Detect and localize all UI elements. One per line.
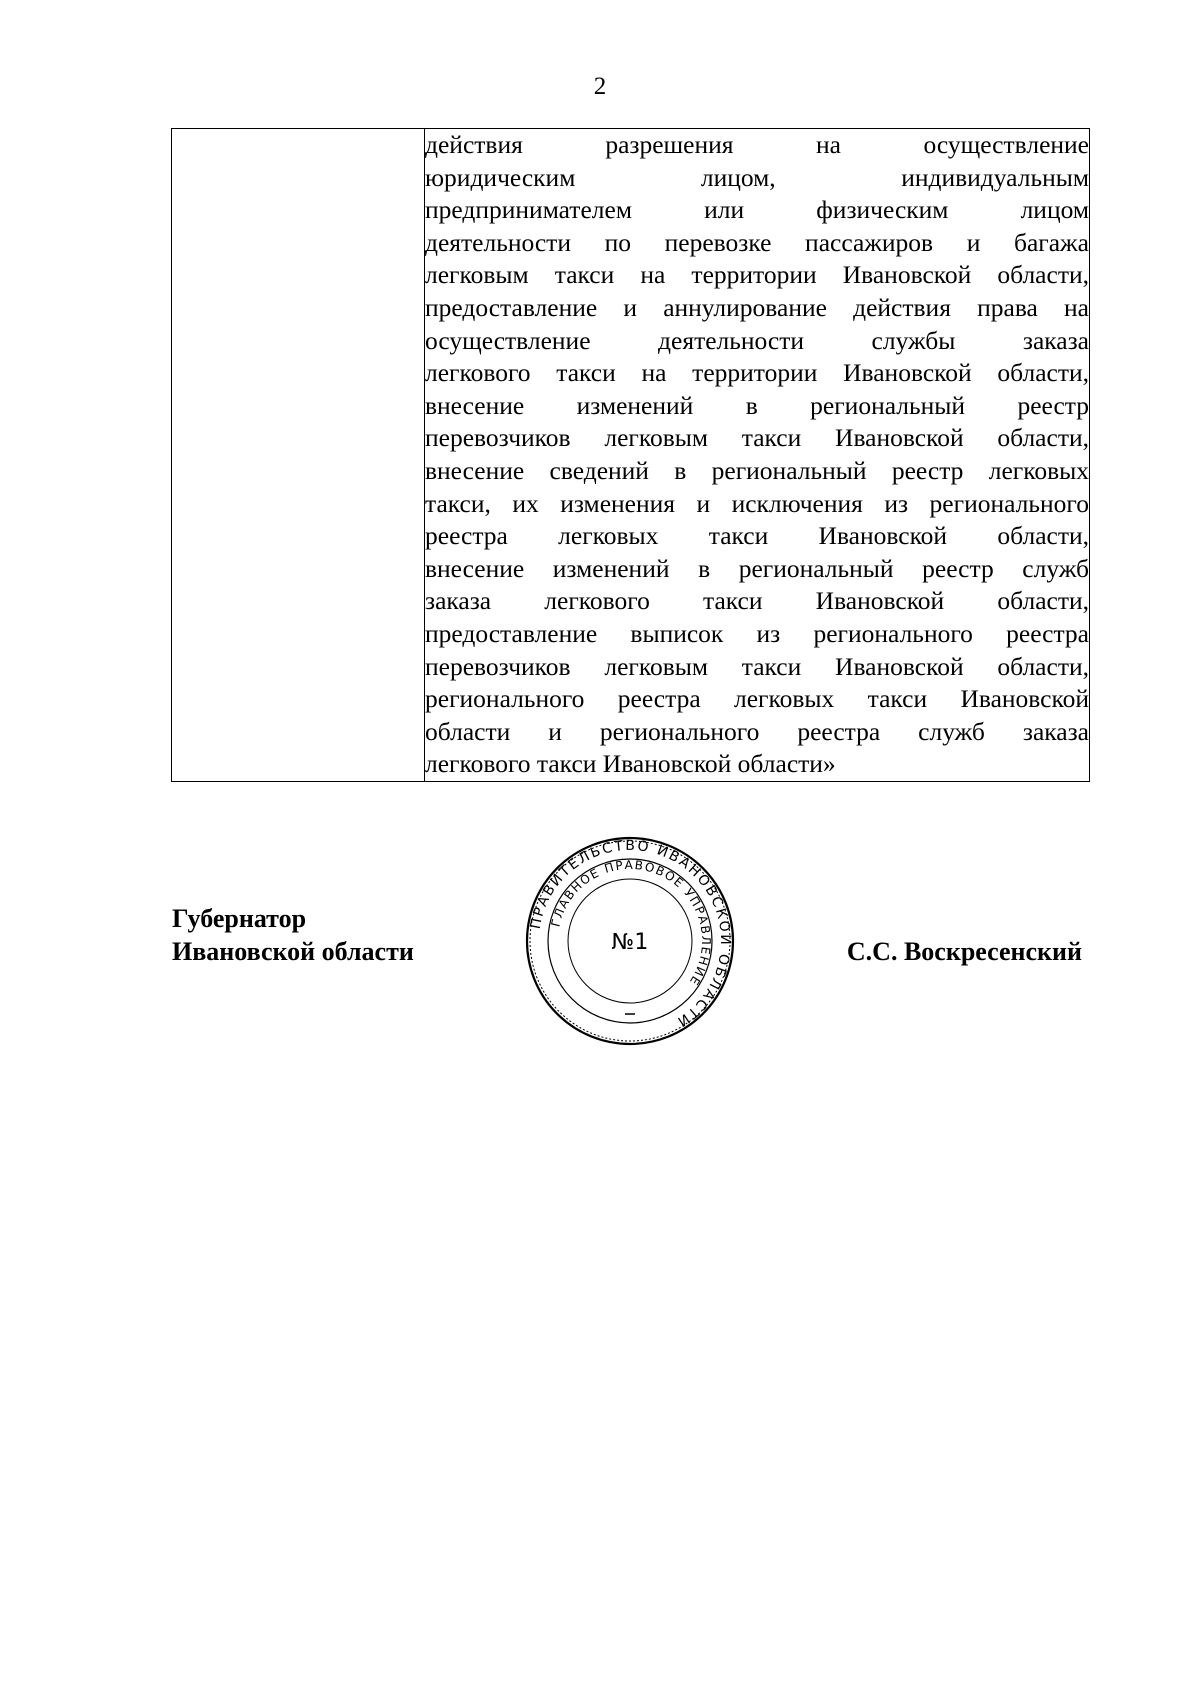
page-number: 2 xyxy=(593,73,607,100)
text-line: осуществление деятельности службы заказа xyxy=(425,325,1089,355)
signatory-title-line: Губернатор xyxy=(172,904,307,933)
text-line: легкового такси Ивановской области» xyxy=(425,749,836,779)
text-line: внесение изменений в региональный реестр xyxy=(425,390,1089,420)
seal-inner-text: ГЛАВНОЕ ПРАВОВОЕ УПРАВЛЕНИЕ xyxy=(548,857,714,989)
text-line: перевозчиков легковым такси Ивановской области, xyxy=(425,651,1089,681)
text-line: реестра легковых такси Ивановской области, xyxy=(425,521,1089,551)
text-line: легкового такси на территории Ивановской области, xyxy=(425,358,1089,388)
table-row xyxy=(172,129,1090,782)
seal-center-text: №1 xyxy=(611,930,649,955)
text-line: внесение изменений в региональный реестр служб xyxy=(425,553,1089,583)
text-line: такси, их изменения и исключения из регионального xyxy=(425,488,1089,518)
official-seal xyxy=(525,836,735,1046)
seal-outer-text: ПРАВИТЕЛЬСТВО ИВАНОВСКОЙ ОБЛАСТИ xyxy=(527,837,734,1031)
text-line: заказа легкового такси Ивановской области, xyxy=(425,586,1089,616)
signatory-title-line: Ивановской области xyxy=(172,937,414,966)
table-cell-right xyxy=(425,129,1090,782)
document-table xyxy=(171,128,1090,782)
signatory-name: С.С. Воскресенский xyxy=(846,937,1082,966)
signatory-title xyxy=(172,902,414,968)
text-line: легковым такси на территории Ивановской области, xyxy=(425,260,1089,290)
text-line: области и регионального реестра служб заказа xyxy=(425,716,1089,746)
text-line: действия разрешения на осуществление xyxy=(425,130,1089,159)
text-line: перевозчиков легковым такси Ивановской области, xyxy=(425,423,1089,453)
table-cell-left xyxy=(172,129,425,782)
text-line: предоставление выписок из регионального реестра xyxy=(425,618,1089,648)
text-line: предоставление и аннулирование действия права на xyxy=(425,292,1089,322)
text-line: внесение сведений в региональный реестр легковых xyxy=(425,455,1089,485)
text-line: предпринимателем или физическим лицом xyxy=(425,195,1089,225)
text-line: деятельности по перевозке пассажиров и багажа xyxy=(425,227,1089,257)
text-line: регионального реестра легковых такси Ивановской xyxy=(425,684,1089,714)
text-line: юридическим лицом, индивидуальным xyxy=(425,162,1089,192)
svg-text:ГЛАВНОЕ ПРАВОВОЕ УПРАВЛЕНИЕ xyxy=(548,858,713,989)
